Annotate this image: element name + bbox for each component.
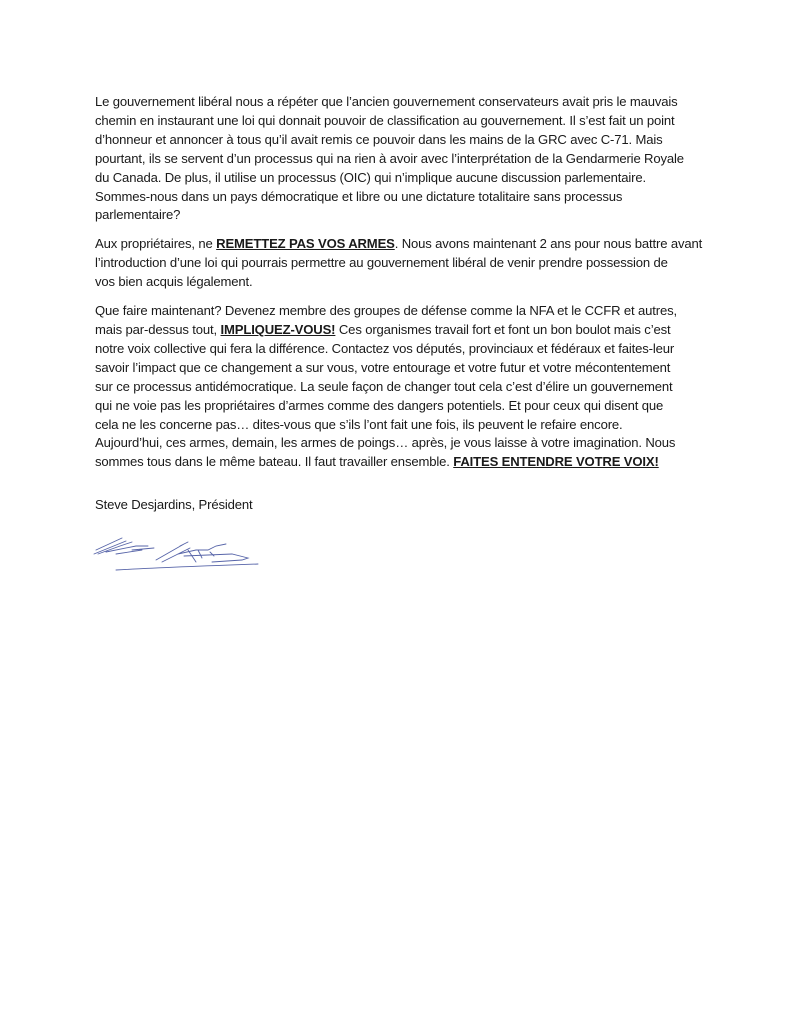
text-line — [95, 235, 735, 254]
text-segment: Aux propriétaires, ne — [95, 236, 217, 252]
text-line: pourtant, ils se servent d’un processus qui na rien à avoir avec l’interprétation de la Gendarmerie Royale — [95, 150, 684, 166]
text-line: parlementaire? — [95, 207, 181, 223]
emphasis-impliquez-vous: IMPLIQUEZ-VOUS! — [220, 321, 336, 337]
text-line — [95, 453, 735, 472]
signatory-name: Steve Desjardins, Président — [95, 497, 253, 513]
paragraph-3 — [95, 302, 735, 472]
text-line: chemin en instaurant une loi qui donnait pouvoir de classification au gouvernement. Il s’est fait un point — [95, 112, 675, 128]
text-segment: Ces organismes travail fort et font un bon boulot mais c’est — [335, 321, 671, 337]
emphasis-remettez-pas: REMETTEZ PAS VOS ARMES — [216, 236, 395, 252]
text-line — [95, 321, 735, 340]
text-line: savoir l’impact que ce changement a sur vous, votre entourage et votre futur et votre mécontentement — [95, 359, 671, 375]
text-line: cela ne les concerne pas… dites-vous que s’ils l’ont fait une fois, ils peuvent le refaire encore. — [95, 416, 623, 432]
text-segment: sommes tous dans le même bateau. Il faut travailler ensemble. — [95, 454, 454, 470]
text-line: qui ne voie pas les propriétaires d’armes comme des dangers potentiels. Et pour ceux qui disent que — [95, 397, 664, 413]
text-line: Le gouvernement libéral nous a répéter que l’ancien gouvernement conservateurs avait pris le mauvais — [95, 94, 678, 109]
text-line: notre voix collective qui fera la différence. Contactez vos députés, provinciaux et fédéraux et faites-leur — [95, 340, 675, 356]
paragraph-2 — [95, 235, 735, 292]
text-line: Sommes-nous dans un pays démocratique et libre ou une dictature totalitaire sans processus — [95, 188, 623, 204]
text-segment: mais par-dessus tout, — [95, 321, 221, 337]
text-line: Aujourd’hui, ces armes, demain, les armes de poings… après, je vous laisse à votre imagination. Nous — [95, 435, 676, 451]
letter-body — [95, 93, 735, 525]
text-line: sur ce processus antidémocratique. La seule façon de changer tout cela c’est d’élire un gouvernement — [95, 378, 673, 394]
text-line: vos bien acquis légalement. — [95, 274, 253, 290]
text-line: Que faire maintenant? Devenez membre des groupes de défense comme la NFA et le CCFR et autres, — [95, 303, 677, 319]
handwritten-signature — [92, 532, 267, 574]
text-segment: . Nous avons maintenant 2 ans pour nous battre avant — [394, 236, 703, 252]
text-line: l’introduction d’une loi qui pourrais permettre au gouvernement libéral de venir prendre possession de — [95, 255, 668, 271]
paragraph-1 — [95, 93, 735, 225]
text-line: d’honneur et annoncer à tous qu’il avait remis ce pouvoir dans les mains de la GRC avec C-71. Mais — [95, 131, 663, 147]
emphasis-faites-entendre: FAITES ENTENDRE VOTRE VOIX! — [453, 454, 659, 470]
text-line: du Canada. De plus, il utilise un processus (OIC) qui n’implique aucune discussion parlementaire. — [95, 169, 646, 185]
